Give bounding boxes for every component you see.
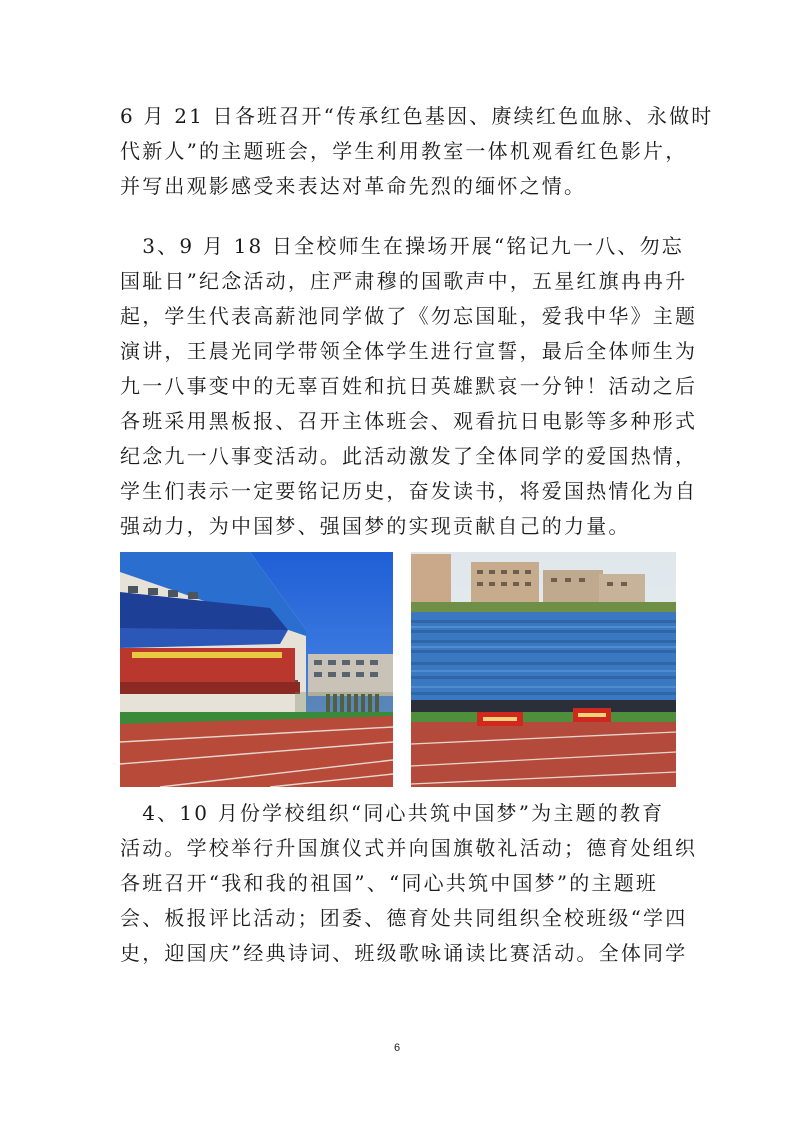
text-line: 代新人”的主题班会，学生利用教室一体机观看红色影片，: [120, 139, 688, 163]
text-line: 起，学生代表高薪池同学做了《勿忘国耻，爱我中华》主题: [120, 304, 698, 328]
text-line: 强动力，为中国梦、强国梦的实现贡献自己的力量。: [120, 514, 631, 538]
text-line: 并写出观影感受来表达对革命先烈的缅怀之情。: [120, 174, 587, 198]
text-line: 九一八事变中的无辜百姓和抗日英雄默哀一分钟！活动之后: [120, 374, 698, 398]
paragraph-1: [120, 99, 714, 204]
ceremony-stage-photo: [120, 552, 393, 787]
paragraph-3: [120, 796, 698, 971]
text-line: 演讲，王晨光同学带领全体学生进行宣誓，最后全体师生为: [120, 339, 698, 363]
text-line: 4、10 月份学校组织“同心共筑中国梦”为主题的教育: [120, 801, 665, 825]
text-line: 史，迎国庆”经典诗词、班级歌咏诵读比赛活动。全体同学: [120, 941, 688, 965]
text-line: 纪念九一八事变活动。此活动激发了全体同学的爱国热情，: [120, 444, 698, 468]
paragraph-2: [120, 229, 698, 544]
text-line: 学生们表示一定要铭记历史，奋发读书，将爱国热情化为自: [120, 479, 698, 503]
text-line: 各班召开“我和我的祖国”、“同心共筑中国梦”的主题班: [120, 871, 659, 895]
students-assembly-photo: [411, 552, 676, 787]
page-number: 6: [393, 1042, 401, 1054]
text-line: 国耻日”纪念活动，庄严肃穆的国歌声中，五星红旗冉冉升: [120, 269, 688, 293]
text-line: 6 月 21 日各班召开“传承红色基因、赓续红色血脉、永做时: [120, 104, 714, 128]
text-line: 会、板报评比活动；团委、德育处共同组织全校班级“学四: [120, 906, 688, 930]
text-line: 各班采用黑板报、召开主体班会、观看抗日电影等多种形式: [120, 409, 698, 433]
text-line: 3、9 月 18 日全校师生在操场开展“铭记九一八、勿忘: [120, 234, 684, 258]
text-line: 活动。学校举行升国旗仪式并向国旗敬礼活动；德育处组织: [120, 836, 698, 860]
